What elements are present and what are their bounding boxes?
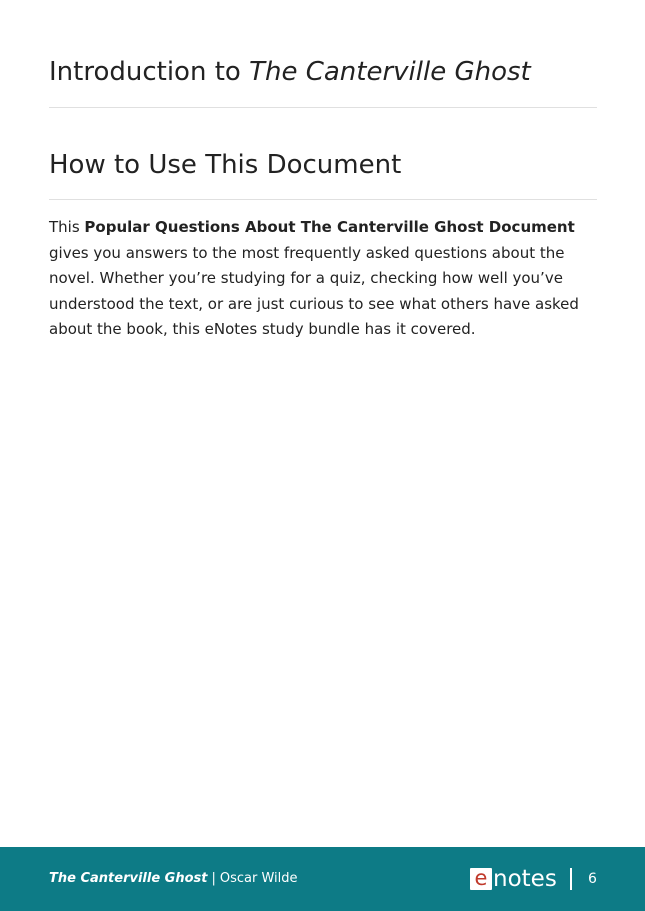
page-number: 6 bbox=[588, 871, 597, 887]
section-heading: How to Use This Document bbox=[49, 150, 402, 180]
enotes-logo-text: notes bbox=[493, 866, 557, 892]
intro-heading-prefix: Introduction to bbox=[49, 57, 250, 87]
paragraph-rest: gives you answers to the most frequently asked questions about the novel. Whether you’re studying for a quiz, checking how well you’ve understood the text, or are just curious to see what others have asked about the book, this eNotes study bundle has it covered. bbox=[49, 243, 579, 338]
paragraph-bold-title: Popular Questions About The Canterville Ghost Document bbox=[84, 218, 575, 236]
footer-author: Oscar Wilde bbox=[219, 871, 298, 886]
footer-citation bbox=[49, 871, 298, 886]
footer-book-title: The Canterville Ghost bbox=[49, 871, 208, 886]
page-footer bbox=[0, 847, 645, 911]
footer-separator: | bbox=[211, 871, 216, 886]
enotes-logo-e-icon: e bbox=[470, 868, 492, 890]
enotes-logo bbox=[470, 866, 557, 892]
footer-divider bbox=[570, 868, 572, 890]
heading-divider bbox=[49, 107, 597, 108]
section-divider bbox=[49, 199, 597, 200]
intro-paragraph bbox=[49, 215, 597, 343]
paragraph-lead: This bbox=[49, 218, 85, 236]
intro-heading bbox=[49, 57, 531, 87]
intro-heading-title: The Canterville Ghost bbox=[249, 57, 531, 87]
